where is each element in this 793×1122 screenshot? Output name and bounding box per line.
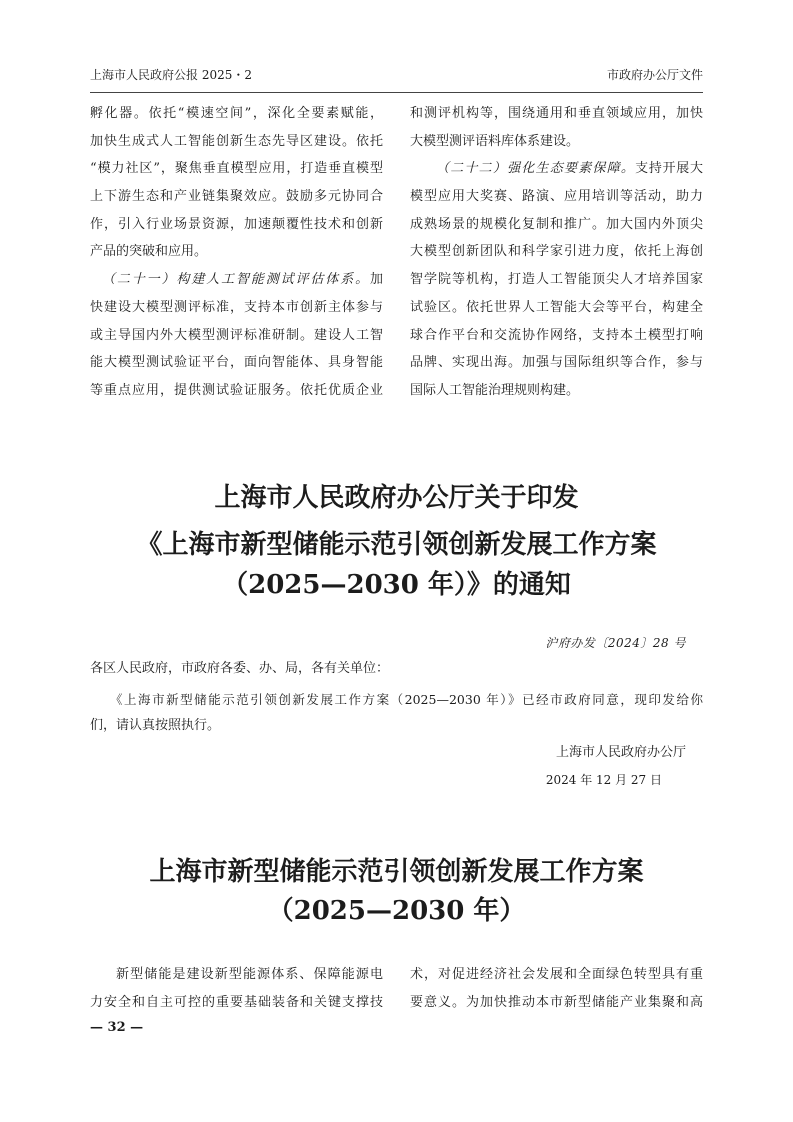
- text-line: 成熟场景的规模化复制和推广。加大国内外顶尖: [410, 216, 703, 232]
- notice-date: 2024 年 12 月 27 日: [545, 773, 662, 787]
- notice-addressee: 各区人民政府，市政府各委、办、局，各有关单位：: [90, 661, 390, 676]
- notice-signatory: 上海市人民政府办公厅: [555, 745, 686, 760]
- bottom-left-column: [90, 961, 383, 1016]
- page-number: — 32 —: [90, 1020, 144, 1035]
- header-publication: 上海市人民政府公报 2025・2: [90, 68, 252, 82]
- text-line: 产品的突破和应用。: [90, 244, 208, 260]
- bottom-right-column: [410, 961, 703, 1016]
- text-line: 大模型测评语料库体系建设。: [410, 133, 580, 149]
- document-number: 沪府办发〔2024〕28 号: [545, 636, 686, 650]
- notice-body-line-2: 们，请认真按照执行。: [90, 718, 221, 733]
- text-line: 加快生成式人工智能创新生态先导区建设。依托: [90, 133, 383, 149]
- header-divider: [90, 92, 703, 93]
- plan-title: 上海市新型储能示范引领创新发展工作方案: [149, 857, 644, 887]
- text-line: 孵化器。依托“模速空间”，深化全要素赋能，: [90, 106, 383, 121]
- section-heading-line: [90, 266, 383, 294]
- text-line: 国际人工智能治理规则构建。: [410, 382, 580, 398]
- text-fragment: 支持开展大: [635, 161, 703, 177]
- top-right-column: [410, 100, 703, 405]
- header-section: 市政府办公厅文件: [606, 68, 703, 82]
- text-line: “模力社区”，聚焦垂直模型应用，打造垂直模型: [90, 161, 383, 177]
- text-line: 术，对促进经济社会发展和全面绿色转型具有重: [410, 967, 703, 982]
- text-fragment: 加: [369, 272, 383, 288]
- text-line: 模型应用大奖赛、路演、应用培训等活动，助力: [410, 189, 703, 205]
- notice-title-line-1: 上海市人民政府办公厅关于印发: [214, 483, 579, 513]
- text-line: 品牌、实现出海。加强与国际组织等合作，参与: [410, 355, 703, 371]
- text-line: 能大模型测试验证平台，面向智能体、具身智能: [90, 355, 383, 371]
- text-line: 力安全和自主可控的重要基础装备和关键支撑技: [90, 994, 383, 1010]
- notice-body-line-1: 《上海市新型储能示范引领创新发展工作方案（2025—2030 年）》已经市政府同意，现印发给你: [110, 692, 703, 707]
- text-line: 智学院等机构，打造人工智能顶尖人才培养国家: [410, 272, 703, 288]
- notice-title-line-3: （2025—2030 年）》的通知: [222, 570, 571, 600]
- text-line: 等重点应用，提供测试验证服务。依托优质企业: [90, 382, 383, 398]
- text-line: 大模型创新团队和科学家引进力度，依托上海创: [410, 244, 703, 260]
- plan-subtitle: （2025—2030 年）: [267, 896, 526, 926]
- text-line: 新型储能是建设新型能源体系、保障能源电: [116, 967, 383, 982]
- text-line: 上下游生态和产业链集聚效应。鼓励多元协同合: [90, 189, 383, 205]
- text-line: 快建设大模型测评标准，支持本市创新主体参与: [90, 299, 383, 315]
- text-line: 和测评机构等，围绕通用和垂直领域应用，加快: [410, 106, 703, 121]
- section-heading-22: （二十二）强化生态要素保障。: [436, 161, 636, 177]
- text-line: 试验区。依托世界人工智能大会等平台，构建全: [410, 299, 703, 315]
- top-left-column: [90, 100, 383, 405]
- section-heading-line: [410, 155, 703, 183]
- text-line: 要意义。为加快推动本市新型储能产业集聚和高: [410, 994, 703, 1010]
- text-line: 球合作平台和交流协作网络，支持本土模型打响: [410, 327, 703, 343]
- notice-title-line-2: 《上海市新型储能示范引领创新发展工作方案: [136, 530, 657, 560]
- text-line: 作，引入行业场景资源，加速颠覆性技术和创新: [90, 216, 383, 232]
- text-line: 或主导国内外大模型测评标准研制。建设人工智: [90, 327, 383, 343]
- section-heading-21: （二十一）构建人工智能测试评估体系。: [102, 272, 370, 288]
